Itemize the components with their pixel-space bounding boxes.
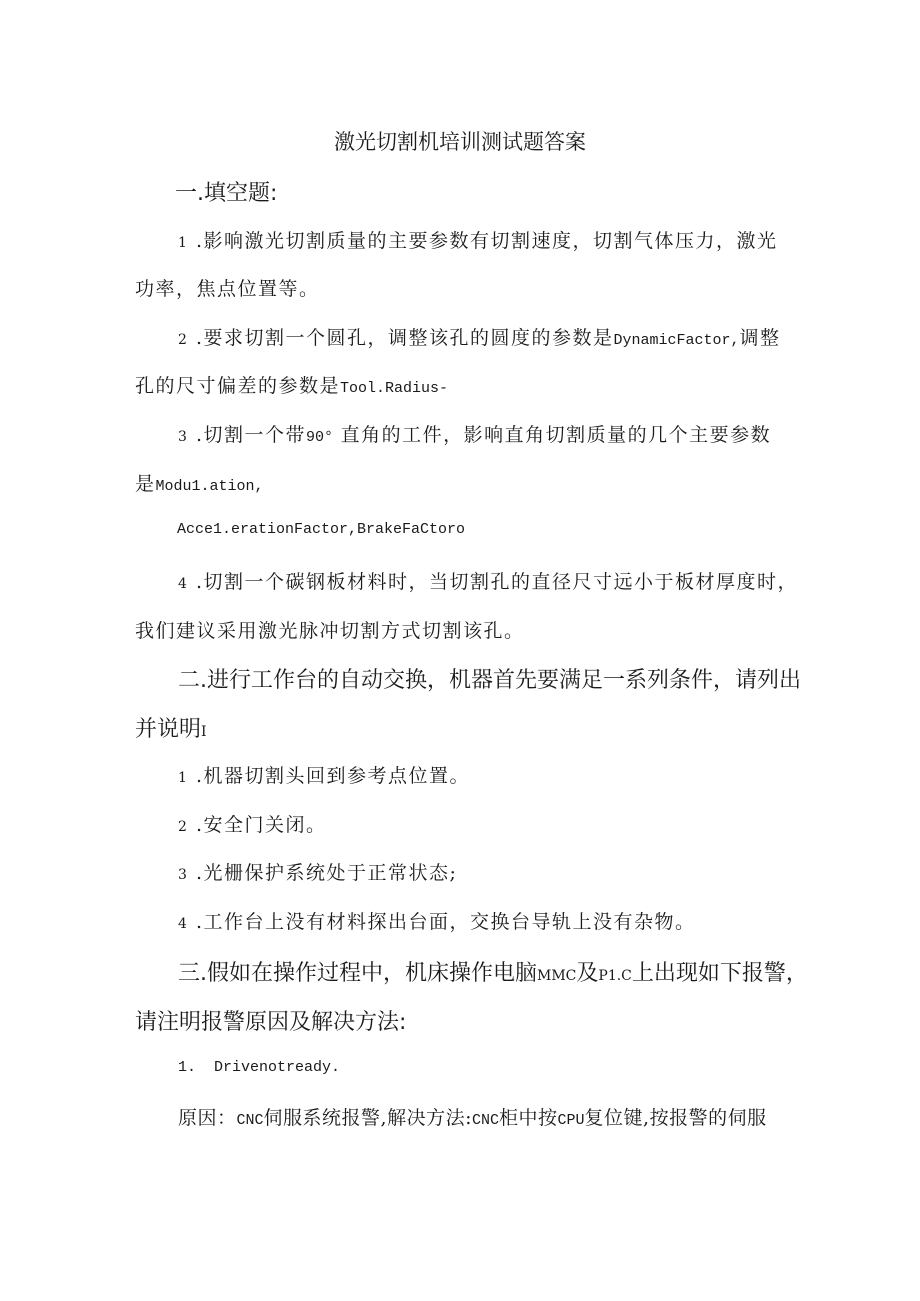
s3-reason-line	[178, 1103, 767, 1130]
q2-line-2	[135, 371, 448, 398]
q4-text-1: .切割一个碳钢板材料时，当切割孔的直径尺寸远小于板材厚度时，	[195, 571, 799, 593]
q2-line-1	[178, 323, 781, 350]
s2-item-1-text: .机器切割头回到参考点位置。	[195, 765, 471, 787]
s2-item-2	[178, 810, 327, 837]
s3-item-1-number: 1.	[178, 1059, 197, 1076]
s3-reason-text-3: 复位键,按报警的伺服	[584, 1107, 767, 1129]
section-3-plc: P1.C	[598, 968, 632, 984]
s2-item-4-text: .工作台上没有材料探出台面，交换台导轨上没有杂物。	[195, 911, 696, 933]
s2-item-4	[178, 907, 696, 934]
q3-number: 3	[178, 429, 189, 445]
s3-reason-cpu: CPU	[557, 1112, 585, 1129]
section-2-heading-line-1: 二.进行工作台的自动交换，机器首先要满足一系列条件，请列出	[178, 668, 801, 693]
q2-text-1: .要求切割一个圆孔，调整该孔的圆度的参数是	[195, 327, 614, 349]
s3-reason-text-2: 柜中按	[499, 1107, 558, 1129]
s3-reason-text-1: 伺服系统报警,解决方法:	[263, 1107, 472, 1129]
q2-text-2: 孔的尺寸偏差的参数是	[135, 375, 341, 397]
s2-item-4-number: 4	[178, 916, 189, 932]
q4-line-2: 我们建议采用激光脉冲切割方式切割该孔。	[135, 620, 525, 642]
q4-number: 4	[178, 576, 189, 592]
s3-reason-cnc-2: CNC	[471, 1112, 499, 1129]
s3-reason-cnc-1: CNC	[236, 1112, 264, 1129]
q2-param-2: Tool.Radius-	[340, 380, 449, 397]
q1-line-1	[178, 226, 778, 253]
s3-item-1	[178, 1059, 340, 1076]
q3-text-1b: 直角的工件，影响直角切割质量的几个主要参数	[340, 424, 772, 446]
q3-text-2: 是	[135, 473, 156, 495]
q1-text-1: .影响激光切割质量的主要参数有切割速度，切割气体压力，激光	[195, 230, 778, 252]
section-1-heading: 一.填空题:	[175, 181, 278, 206]
section-2-heading-line-2	[135, 712, 207, 743]
q3-text-1a: .切割一个带	[195, 424, 307, 446]
section-3-heading-line-2: 请注明报警原因及解决方法:	[135, 1010, 407, 1035]
section-3-heading-line-1	[178, 956, 808, 987]
q4-line-1	[178, 567, 798, 594]
section-3-mmc: MMC	[537, 968, 577, 984]
s2-item-2-text: .安全门关闭。	[195, 814, 327, 836]
section-3-heading-c: 上出现如下报警，	[631, 961, 808, 986]
section-3-heading-b: 及	[576, 961, 599, 986]
q2-param-1: DynamicFactor,	[613, 332, 740, 349]
q1-line-2: 功率，焦点位置等。	[135, 278, 320, 300]
s2-item-3	[178, 858, 457, 885]
s2-item-2-number: 2	[178, 819, 189, 835]
section-3-heading-a: 三.假如在操作过程中，机床操作电脑	[178, 961, 537, 986]
s3-item-1-alarm: Drivenotready.	[214, 1059, 341, 1076]
q3-param-modulation: Modu1.ation,	[155, 478, 264, 495]
section-2-heading-mark: I	[201, 724, 207, 740]
q2-text-1-tail: 调整	[739, 327, 781, 349]
q3-degree: 90°	[306, 429, 334, 446]
q3-line-1	[178, 420, 771, 447]
q1-number: 1	[178, 235, 189, 251]
document-title: 激光切割机培训测试题答案	[334, 130, 586, 154]
section-2-heading-text: 并说明	[135, 717, 202, 742]
s3-reason-label: 原因：	[178, 1107, 237, 1129]
q2-number: 2	[178, 332, 189, 348]
q3-line-2	[135, 469, 264, 496]
s2-item-1	[178, 761, 470, 788]
s2-item-3-text: .光栅保护系统处于正常状态;	[195, 862, 458, 884]
s2-item-3-number: 3	[178, 867, 189, 883]
s2-item-1-number: 1	[178, 770, 189, 786]
q3-param-line-3: Acce1.erationFactor,BrakeFaCtoro	[177, 521, 466, 538]
